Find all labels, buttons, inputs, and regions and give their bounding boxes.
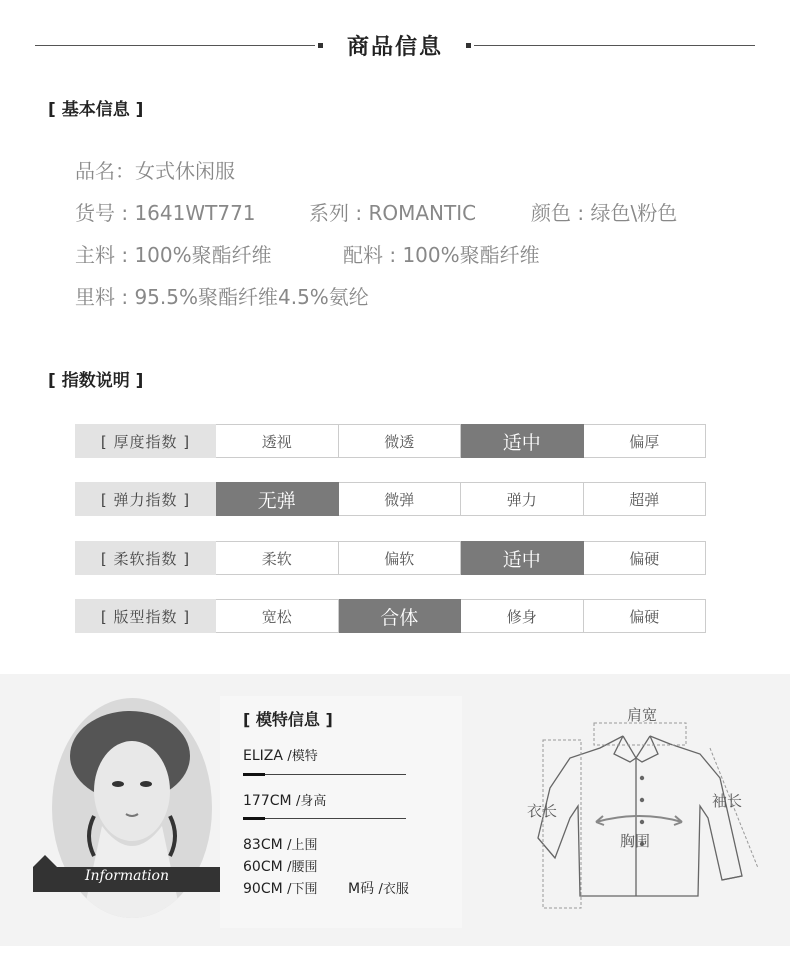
index-option-selected: 适中	[461, 541, 584, 575]
label-chest: 胸围	[620, 832, 651, 850]
model-info-heading: [ 模特信息 ]	[243, 710, 333, 729]
model-name	[243, 745, 318, 764]
model-bust-value: 83CM	[243, 837, 283, 853]
model-waist-value: 60CM	[243, 859, 283, 875]
product-color: 颜色 : 绿色\粉色	[531, 201, 678, 225]
index-row-label: [ 厚度指数 ]	[75, 424, 216, 458]
lining-material: 里料 : 95.5%聚酯纤维4.5%氨纶	[75, 285, 369, 309]
index-row-label: [ 柔软指数 ]	[75, 541, 216, 575]
divider	[243, 774, 406, 775]
model-size-value: M码	[348, 881, 375, 897]
page-title: 商品信息	[346, 35, 443, 60]
model-hip-label: /下围	[287, 882, 318, 897]
model-hip-value: 90CM	[243, 881, 283, 897]
model-hip	[243, 878, 318, 897]
label-length: 衣长	[527, 802, 558, 820]
index-row-elasticity	[75, 482, 706, 516]
info-badge-text: Information	[84, 868, 170, 884]
shirt-diagram	[530, 718, 760, 913]
model-waist-label: /腰围	[287, 860, 318, 875]
header-dot-right	[466, 43, 471, 48]
index-row-softness	[75, 541, 706, 575]
index-option: 宽松	[216, 599, 339, 633]
model-bust	[243, 834, 318, 853]
model-bust-label: /上围	[287, 838, 318, 853]
model-height	[243, 790, 326, 809]
model-name-label: /模特	[287, 749, 318, 764]
index-option: 偏厚	[584, 424, 707, 458]
index-option: 偏硬	[584, 541, 707, 575]
index-row-fit	[75, 599, 706, 633]
accessory-material: 配料 : 100%聚酯纤维	[343, 243, 540, 267]
model-waist	[243, 856, 318, 875]
model-size	[348, 878, 409, 898]
divider-accent	[243, 773, 265, 776]
index-option: 柔软	[216, 541, 339, 575]
index-option: 修身	[461, 599, 584, 633]
model-name-value: ELIZA	[243, 748, 283, 764]
index-row-thickness	[75, 424, 706, 458]
basic-info-heading: [ 基本信息 ]	[48, 100, 144, 120]
header-rule-right	[474, 45, 755, 46]
index-row-label: [ 弹力指数 ]	[75, 482, 216, 516]
label-shoulder: 肩宽	[627, 706, 658, 724]
index-option-selected: 适中	[461, 424, 584, 458]
divider	[243, 818, 406, 819]
label-sleeve: 袖长	[712, 792, 743, 810]
index-option: 偏软	[339, 541, 462, 575]
index-option-selected: 合体	[339, 599, 462, 633]
info-badge-arrow	[33, 855, 57, 867]
index-heading: [ 指数说明 ]	[48, 371, 144, 391]
index-option: 透视	[216, 424, 339, 458]
index-option: 弹力	[461, 482, 584, 516]
product-sku: 货号 : 1641WT771	[75, 201, 256, 225]
index-option-selected: 无弹	[216, 482, 339, 516]
product-series: 系列 : ROMANTIC	[309, 201, 477, 225]
index-option: 偏硬	[584, 599, 707, 633]
main-material: 主料 : 100%聚酯纤维	[75, 243, 272, 267]
model-height-label: /身高	[296, 794, 327, 809]
divider-accent	[243, 817, 265, 820]
index-option: 微透	[339, 424, 462, 458]
product-name: 品名：女式休闲服	[75, 159, 235, 183]
model-size-label: /衣服	[378, 882, 409, 897]
index-option: 微弹	[339, 482, 462, 516]
index-row-label: [ 版型指数 ]	[75, 599, 216, 633]
model-height-value: 177CM	[243, 793, 292, 809]
index-option: 超弹	[584, 482, 707, 516]
